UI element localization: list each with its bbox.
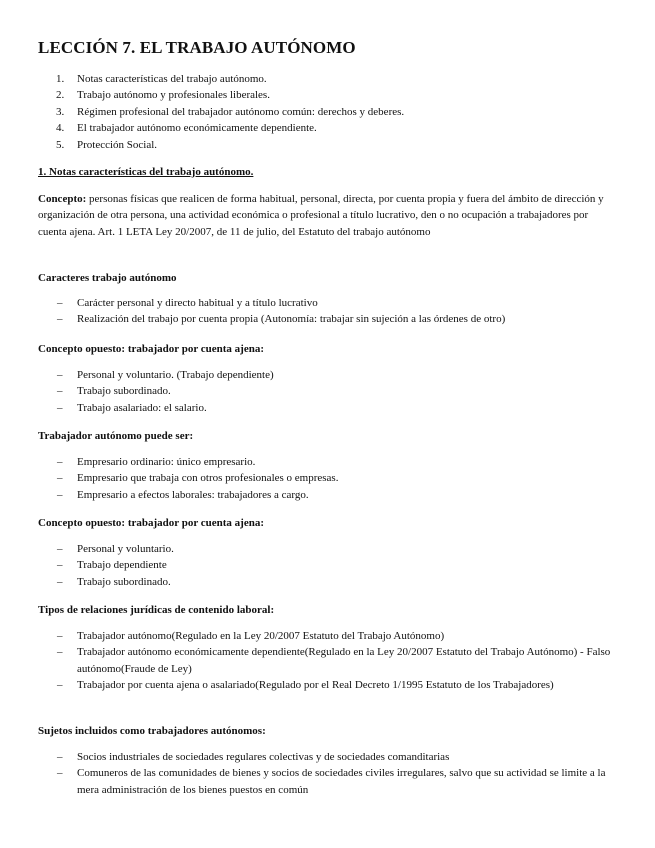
toc-item-text: Régimen profesional del trabajador autónomo común: derechos y deberes.: [77, 105, 405, 118]
list-item-text: Trabajador por cuenta ajena o asalariado(Regulado por el Real Decreto 1/1995 Estatuto de los Trabajadores): [77, 679, 554, 692]
group-list-cuenta-ajena: [38, 367, 618, 416]
list-item-text: Trabajador autónomo económicamente dependiente(Regulado en la Ley 20/2007 Estatuto del Trabajo Autónomo) - Falso autónomo(Fraude de Ley): [77, 646, 611, 675]
list-item: [38, 574, 618, 590]
list-item: [38, 400, 618, 416]
group-list-cuenta-ajena-2: [38, 541, 618, 590]
dash-bullet: –: [57, 767, 63, 780]
toc-item-number: 4.: [56, 122, 65, 135]
dash-bullet: –: [57, 543, 63, 555]
dash-bullet: –: [57, 385, 63, 398]
concept-text: personas físicas que realicen de forma habitual, personal, directa, por cuenta propia y fuera del ámbito de dirección y organización de otra persona, una actividad económica o profesional a título lucrativo, den o no ocupación a trabajadores por cuenta ajena. Art. 1 LETA Ley 20/2007, de 11 de julio, del Estatuto del trabajo autónomo: [38, 193, 604, 238]
group-heading-caracteres: Caracteres trabajo autónomo: [38, 272, 177, 284]
toc-item-text: El trabajador autónomo económicamente dependiente.: [77, 122, 317, 135]
group-heading-tipos-relaciones: Tipos de relaciones jurídicas de contenido laboral:: [38, 604, 275, 616]
group-heading-sujetos: Sujetos incluidos como trabajadores autónomos:: [38, 725, 266, 737]
toc-item: [38, 137, 618, 153]
dash-bullet: –: [57, 297, 63, 309]
list-item: [38, 487, 618, 503]
toc-item-number: 3.: [56, 105, 65, 118]
list-item: [38, 470, 618, 486]
concept-paragraph: [38, 191, 618, 240]
toc-item-number: 5.: [56, 138, 65, 151]
dash-bullet: –: [57, 472, 63, 485]
group-list-sujetos: [38, 749, 618, 798]
list-item: [38, 383, 618, 399]
list-item: [38, 295, 618, 311]
list-item-text: Socios industriales de sociedades regulares colectivas y de sociedades comanditarias: [77, 751, 450, 763]
toc-item-number: 1.: [56, 73, 65, 85]
dash-bullet: –: [57, 369, 63, 381]
toc-item: [38, 71, 618, 87]
list-item-text: Carácter personal y directo habitual y a título lucrativo: [77, 297, 318, 309]
table-of-contents: [38, 71, 618, 153]
dash-bullet: –: [57, 313, 63, 326]
list-item-text: Empresario ordinario: único empresario.: [77, 456, 256, 468]
list-item: [38, 541, 618, 557]
list-item-text: Comuneros de las comunidades de bienes y socios de sociedades civiles irregulares, salvo que su actividad se limite a la mera administración de los bienes puestos en común: [77, 767, 606, 796]
dash-bullet: –: [57, 679, 63, 692]
group-heading-puede-ser: Trabajador autónomo puede ser:: [38, 430, 194, 442]
toc-item: [38, 87, 618, 103]
list-item: [38, 749, 618, 765]
group-list-caracteres: [38, 295, 618, 328]
list-item: [38, 367, 618, 383]
list-item: [38, 644, 618, 677]
toc-item-text: Protección Social.: [77, 138, 158, 151]
section-title: 1. Notas características del trabajo autónomo.: [38, 166, 254, 178]
group-heading-cuenta-ajena-2: Concepto opuesto: trabajador por cuenta ajena:: [38, 517, 264, 529]
toc-item-text: Trabajo autónomo y profesionales liberales.: [77, 89, 270, 102]
list-item-text: Empresario a efectos laborales: trabajadores a cargo.: [77, 488, 309, 501]
dash-bullet: –: [57, 630, 63, 642]
toc-item: [38, 104, 618, 120]
list-item-text: Trabajo subordinado.: [77, 385, 171, 398]
list-item-text: Trabajo asalariado: el salario.: [77, 401, 207, 414]
dash-bullet: –: [57, 401, 63, 414]
toc-item-number: 2.: [56, 89, 65, 102]
list-item: [38, 765, 618, 798]
dash-bullet: –: [57, 559, 63, 572]
list-item-text: Realización del trabajo por cuenta propia (Autonomía: trabajar sin sujeción a las órdenes de otro): [77, 313, 506, 326]
toc-item-text: Notas características del trabajo autónomo.: [77, 73, 267, 85]
list-item-text: Empresario que trabaja con otros profesionales o empresas.: [77, 472, 339, 485]
list-item: [38, 557, 618, 573]
list-item: [38, 628, 618, 644]
dash-bullet: –: [57, 751, 63, 763]
page-title: LECCIÓN 7. EL TRABAJO AUTÓNOMO: [38, 38, 356, 57]
group-list-tipos-relaciones: [38, 628, 618, 694]
dash-bullet: –: [57, 646, 63, 659]
list-item-text: Trabajo dependiente: [77, 559, 167, 572]
list-item: [38, 454, 618, 470]
list-item-text: Trabajador autónomo(Regulado en la Ley 20/2007 Estatuto del Trabajo Autónomo): [77, 630, 445, 642]
group-heading-cuenta-ajena: Concepto opuesto: trabajador por cuenta ajena:: [38, 343, 264, 355]
list-item: [38, 677, 618, 693]
list-item-text: Personal y voluntario. (Trabajo dependiente): [77, 369, 274, 381]
group-list-puede-ser: [38, 454, 618, 503]
list-item: [38, 311, 618, 327]
toc-item: [38, 120, 618, 136]
list-item-text: Personal y voluntario.: [77, 543, 174, 555]
list-item-text: Trabajo subordinado.: [77, 575, 171, 588]
dash-bullet: –: [57, 575, 63, 588]
concept-label: Concepto:: [38, 193, 87, 205]
dash-bullet: –: [57, 488, 63, 501]
dash-bullet: –: [57, 456, 63, 468]
